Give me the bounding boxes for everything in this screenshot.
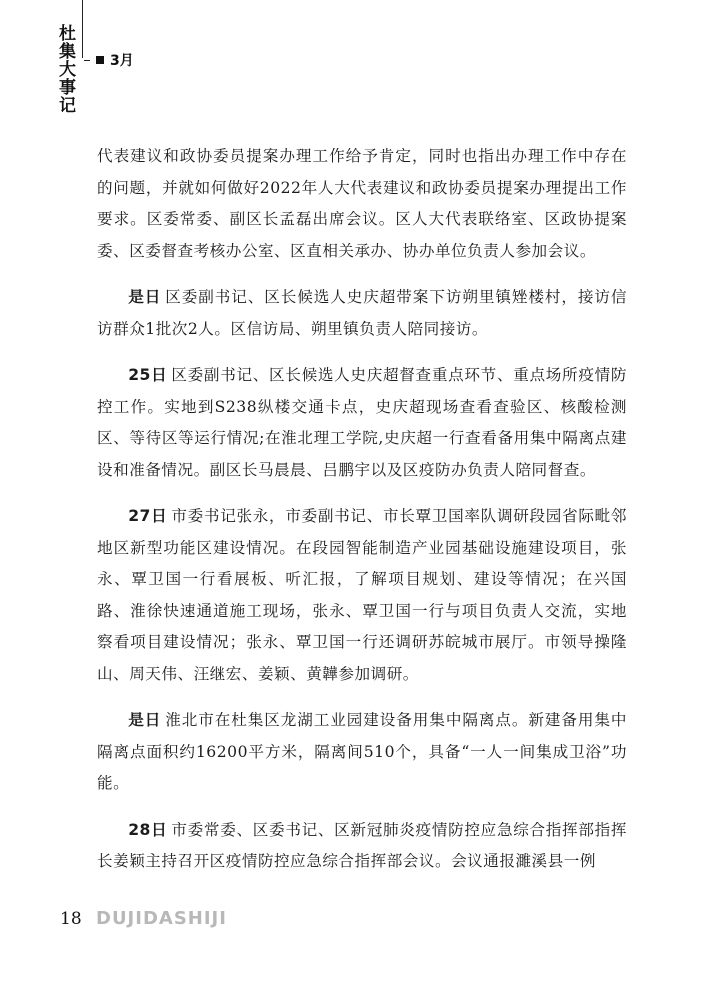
- entry-date: 是日: [128, 288, 162, 306]
- entry-date: 25日: [128, 366, 168, 384]
- month-heading: [84, 50, 134, 70]
- header-vertical-rule: [82, 0, 83, 58]
- entry-date: 是日: [128, 711, 162, 729]
- entry-date: 27日: [128, 507, 168, 525]
- paragraph-text: 区委副书记、区长候选人史庆超带案下访朔里镇矬楼村，接访信访群众1批次2人。区信访局、朔里镇负责人陪同接访。: [97, 288, 627, 338]
- footer-brand: DUJIDASHIJI: [96, 908, 227, 929]
- paragraph: [97, 501, 627, 690]
- section-title: 杜集大事记: [55, 24, 75, 114]
- paragraph: [97, 360, 627, 486]
- paragraph-text: 淮北市在杜集区龙湖工业园建设备用集中隔离点。新建备用集中隔离点面积约16200平方米，隔离间510个，具备“一人一间集成卫浴”功能。: [97, 711, 627, 792]
- paragraph-text: 市委常委、区委书记、区新冠肺炎疫情防控应急综合指挥部指挥长姜颖主持召开区疫情防控应急综合指挥部会议。会议通报濉溪县一例: [97, 820, 627, 870]
- paragraph-text: 市委书记张永，市委副书记、市长覃卫国率队调研段园省际毗邻地区新型功能区建设情况。在段园智能制造产业园基础设施建设项目，张永、覃卫国一行看展板、听汇报，了解项目规划、建设等情况；在兴国路、淮徐快速通道施工现场，张永、覃卫国一行与项目负责人交流，实地察看项目建设情况；张永、覃卫国一行还调研苏皖城市展厅。市领导操隆山、周天伟、汪继宏、姜颖、黄韡参加调研。: [97, 507, 627, 683]
- page-number: 18: [60, 909, 82, 929]
- paragraph-text: 区委副书记、区长候选人史庆超督查重点环节、重点场所疫情防控工作。实地到S238纵楼交通卡点，史庆超现场查看查验区、核酸检测区、等待区等运行情况;在淮北理工学院,史庆超一行查看备用集中隔离点建设和准备情况。副区长马晨晨、吕鹏宇以及区疫防办负责人陪同督查。: [97, 366, 627, 479]
- article-body: [97, 141, 627, 893]
- month-label: 3月: [110, 53, 134, 69]
- paragraph: [97, 815, 627, 878]
- entry-date: 28日: [128, 820, 168, 839]
- square-bullet-icon: [96, 56, 104, 64]
- month-rule: [84, 60, 90, 61]
- paragraph: [97, 705, 627, 800]
- paragraph-text: 代表建议和政协委员提案办理工作给予肯定，同时也指出办理工作中存在的问题，并就如何做好2022年人大代表建议和政协委员提案办理提出工作要求。区委常委、副区长孟磊出席会议。区人大代表联络室、区政协提案委、区委督查考核办公室、区直相关承办、协办单位负责人参加会议。: [97, 147, 627, 260]
- paragraph: [97, 282, 627, 345]
- paragraph: [97, 141, 627, 267]
